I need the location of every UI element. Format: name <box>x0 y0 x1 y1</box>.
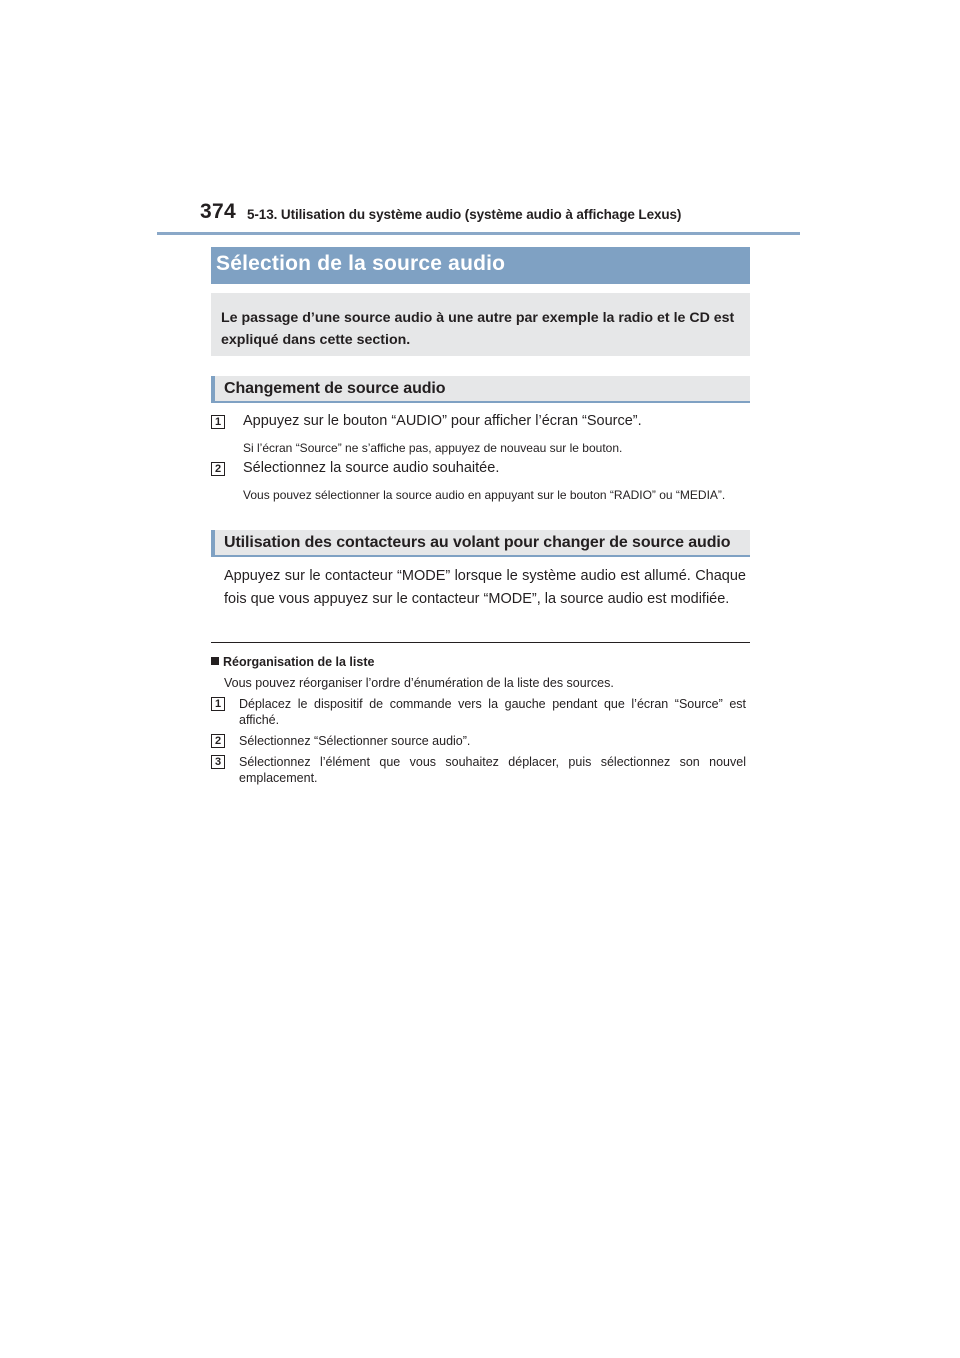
step-number-box: 2 <box>211 462 225 476</box>
subsection-heading-text: Changement de source audio <box>224 380 446 397</box>
step-text: Appuyez sur le bouton “AUDIO” pour afficher l’écran “Source”. <box>243 413 642 429</box>
step-text: Sélectionnez la source audio souhaitée. <box>243 460 500 476</box>
subsection-heading-steering-switches <box>211 530 750 557</box>
step-number-box: 3 <box>211 755 225 769</box>
subsection-heading-bar <box>211 530 215 557</box>
running-title: 5-13. Utilisation du système audio (système audio à affichage Lexus) <box>247 207 682 222</box>
note-heading-text: Réorganisation de la liste <box>223 655 375 669</box>
step-number-box: 2 <box>211 734 225 748</box>
section-banner <box>211 247 750 284</box>
step-note: Si l’écran “Source” ne s’affiche pas, appuyez de nouveau sur le bouton. <box>243 441 623 455</box>
intro-text: Le passage d’une source audio à une autre par exemple la radio et le CD est expliqué dans cette section. <box>221 310 735 348</box>
note-intro: Vous pouvez réorganiser l’ordre d’énumération de la liste des sources. <box>224 676 614 690</box>
note-step-text: Sélectionnez l’élément que vous souhaitez déplacer, puis sélectionnez son nouvel emplacement. <box>239 755 746 785</box>
body-paragraph: Appuyez sur le contacteur “MODE” lorsque le système audio est allumé. Chaque fois que vous appuyez sur le contacteur “MODE”, la source audio est modifiée. <box>224 568 746 607</box>
subsection-heading-text: Utilisation des contacteurs au volant pour changer de source audio <box>224 534 731 551</box>
note-step-text: Sélectionnez “Sélectionner source audio”. <box>239 734 471 748</box>
step-number-box: 1 <box>211 415 225 429</box>
header-rule <box>157 232 800 235</box>
note-step-text: Déplacez le dispositif de commande vers la gauche pendant que l’écran “Source” est affiché. <box>239 697 746 727</box>
divider <box>211 642 750 643</box>
step-note: Vous pouvez sélectionner la source audio en appuyant sur le bouton “RADIO” ou “MEDIA”. <box>243 488 726 502</box>
subsection-heading-change-source <box>211 376 750 403</box>
note-heading <box>211 655 374 669</box>
subsection-heading-bar <box>211 376 215 403</box>
page-number: 374 <box>200 200 236 223</box>
square-bullet-icon <box>211 657 219 665</box>
step-number-box: 1 <box>211 697 225 711</box>
intro-box <box>211 293 750 356</box>
section-title: Sélection de la source audio <box>216 252 506 275</box>
